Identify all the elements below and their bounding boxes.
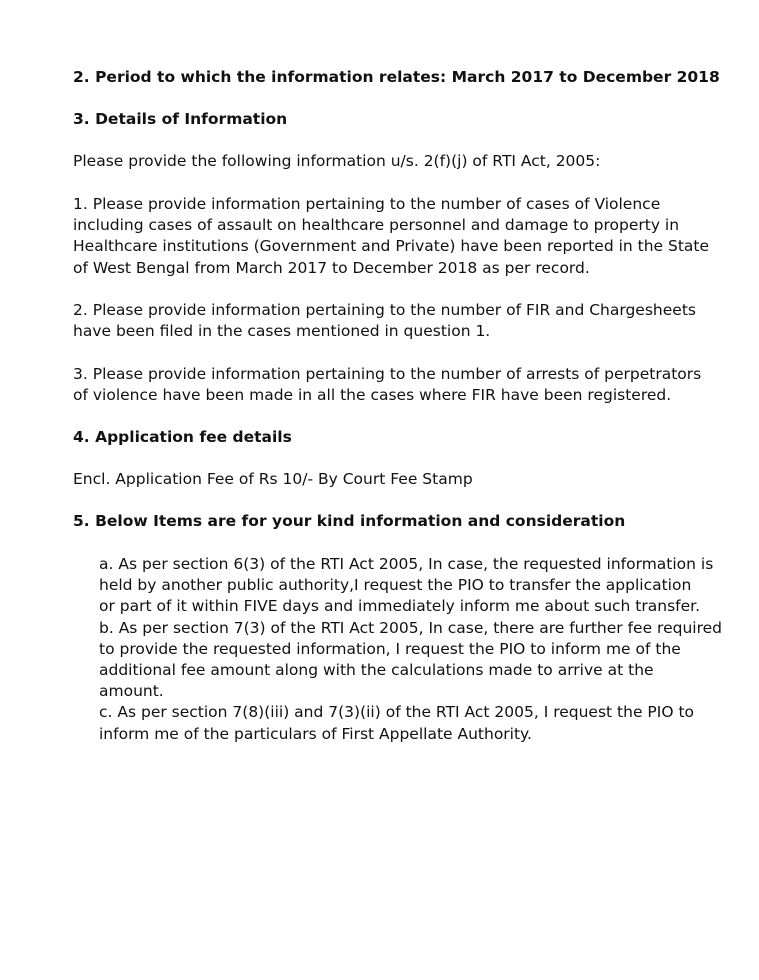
section-5-item-line: inform me of the particulars of First Appellate Authority.	[99, 724, 532, 743]
section-5-item-line: a. As per section 6(3) of the RTI Act 2005, In case, the requested information is	[99, 555, 714, 573]
application-fee-text: Encl. Application Fee of Rs 10/- By Court Fee Stamp	[73, 470, 473, 488]
section-5-item-line: held by another public authority,I request the PIO to transfer the application	[99, 576, 692, 595]
section-5-item-line: b. As per section 7(3) of the RTI Act 2005, In case, there are further fee required	[99, 618, 722, 637]
section-5-item-line: to provide the requested information, I request the PIO to inform me of the	[99, 639, 681, 658]
section-5-heading: 5. Below Items are for your kind information and consideration	[73, 512, 626, 530]
question-3-line: 3. Please provide information pertaining to the number of arrests of perpetrators	[73, 365, 702, 383]
question-2-line: have been filed in the cases mentioned in question 1.	[73, 322, 491, 341]
question-2	[73, 300, 696, 342]
question-3	[73, 364, 702, 406]
question-2-line: 2. Please provide information pertaining to the number of FIR and Chargesheets	[73, 301, 696, 319]
question-3-line: of violence have been made in all the cases where FIR have been registered.	[73, 386, 672, 405]
section-5-item-line: c. As per section 7(8)(iii) and 7(3)(ii) of the RTI Act 2005, I request the PIO to	[99, 703, 695, 722]
section-2-heading: 2. Period to which the information relates: March 2017 to December 2018	[73, 68, 720, 86]
question-1-line: 1. Please provide information pertaining to the number of cases of Violence	[73, 195, 661, 213]
section-3-intro: Please provide the following information u/s. 2(f)(j) of RTI Act, 2005:	[73, 152, 601, 170]
section-5-items	[99, 554, 722, 745]
question-1	[73, 194, 710, 279]
section-5-item-line: amount.	[99, 682, 164, 701]
section-3-heading: 3. Details of Information	[73, 110, 288, 128]
section-5-item-line: additional fee amount along with the calculations made to arrive at the	[99, 661, 654, 680]
question-1-line: of West Bengal from March 2017 to December 2018 as per record.	[73, 258, 590, 277]
question-1-line: Healthcare institutions (Government and Private) have been reported in the State	[73, 237, 710, 256]
section-4-heading: 4. Application fee details	[73, 428, 292, 446]
section-5-item-line: or part of it within FIVE days and immediately inform me about such transfer.	[99, 597, 701, 616]
question-1-line: including cases of assault on healthcare personnel and damage to property in	[73, 216, 680, 235]
